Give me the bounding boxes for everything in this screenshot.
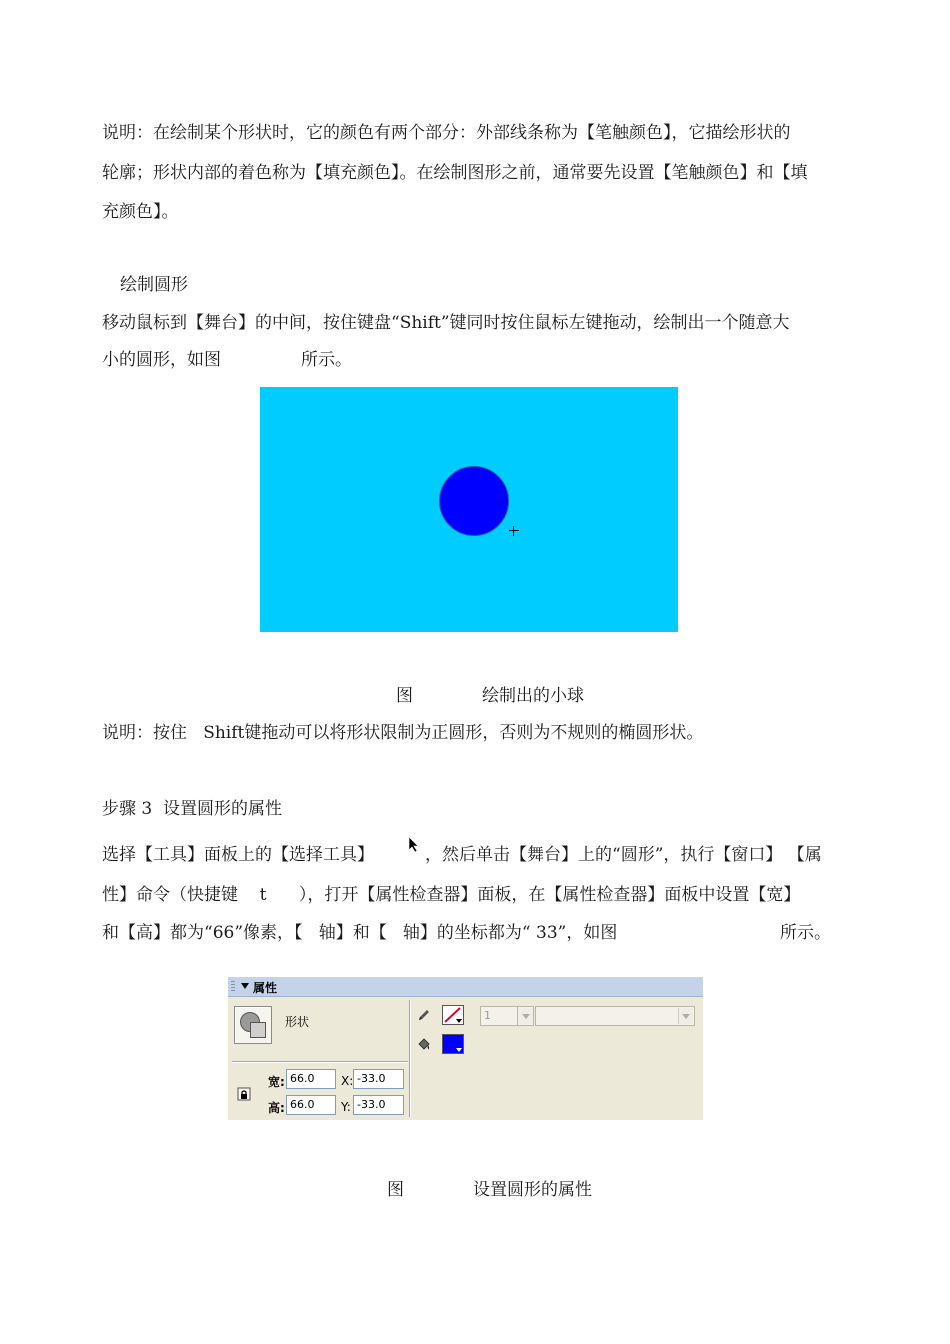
selection-tool-arrow-icon bbox=[407, 836, 421, 854]
step3-heading: 步骤 3 设置圆形的属性 bbox=[102, 799, 283, 819]
width-input[interactable]: 66.0 bbox=[286, 1069, 336, 1089]
stroke-style-combo[interactable] bbox=[535, 1006, 695, 1026]
panel-grip-icon[interactable] bbox=[231, 981, 235, 992]
ball-circle bbox=[439, 466, 509, 536]
stroke-height-combo[interactable] bbox=[480, 1006, 518, 1026]
height-label: 高: bbox=[268, 1101, 285, 1115]
panel-title: 属性 bbox=[253, 981, 278, 995]
panel-header[interactable] bbox=[228, 977, 703, 997]
figure1-caption-prefix: 图 bbox=[396, 686, 413, 706]
shape-type-icon bbox=[234, 1006, 272, 1044]
stroke-height-value: 1 bbox=[484, 1009, 491, 1022]
x-label: X: bbox=[341, 1074, 354, 1088]
figure1-caption-text: 绘制出的小球 bbox=[482, 686, 584, 706]
collapse-triangle-icon[interactable] bbox=[241, 983, 249, 989]
step3-line-1b: ，然后单击【舞台】上的“圆形”，执行【窗口】 【属 bbox=[425, 845, 822, 865]
draw-line-2b: 所示。 bbox=[301, 350, 352, 370]
panel-vertical-divider bbox=[409, 1000, 410, 1117]
step3-line-3a: 和【高】都为“66”像素，【 轴】和【 轴】的坐标都为“ 33”，如图 bbox=[102, 923, 618, 943]
pencil-icon bbox=[417, 1008, 431, 1022]
shape-label: 形状 bbox=[285, 1015, 310, 1029]
stroke-color-swatch[interactable] bbox=[442, 1005, 464, 1025]
properties-panel bbox=[228, 977, 703, 1120]
fill-color-swatch[interactable] bbox=[442, 1034, 464, 1054]
draw-line-2a: 小的圆形，如图 bbox=[102, 350, 221, 370]
shift-note: 说明：按住 Shift键拖动可以将形状限制为正圆形，否则为不规则的椭圆形状。 bbox=[102, 723, 704, 743]
intro-line-2: 轮廓；形状内部的着色称为【填充颜色】。在绘制图形之前，通常要先设置【笔触颜色】和【填 bbox=[102, 163, 808, 183]
height-input[interactable]: 66.0 bbox=[286, 1095, 336, 1115]
step3-line-3b: 所示。 bbox=[780, 923, 831, 943]
y-label: Y: bbox=[341, 1100, 351, 1114]
lock-icon[interactable] bbox=[237, 1087, 251, 1101]
width-label: 宽: bbox=[268, 1075, 285, 1089]
draw-line-1: 移动鼠标到【舞台】的中间，按住键盘“Shift”键同时按住鼠标左键拖动，绘制出一个随意大 bbox=[102, 313, 790, 333]
crosshair-cursor-icon bbox=[509, 526, 519, 536]
figure2-caption-text: 设置圆形的属性 bbox=[473, 1180, 592, 1200]
section-heading-draw-circle: 绘制圆形 bbox=[120, 275, 188, 295]
step3-line-2: 性】命令（快捷键 t ），打开【属性检查器】面板，在【属性检查器】面板中设置【宽】 bbox=[102, 885, 801, 905]
stroke-height-dropdown[interactable] bbox=[518, 1006, 534, 1026]
step3-line-1a: 选择【工具】面板上的【选择工具】 bbox=[102, 845, 374, 865]
intro-line-1: 说明：在绘制某个形状时，它的颜色有两个部分：外部线条称为【笔触颜色】，它描绘形状的 bbox=[102, 123, 791, 143]
figure2-caption-prefix: 图 bbox=[387, 1180, 404, 1200]
y-input[interactable]: -33.0 bbox=[353, 1095, 404, 1115]
x-input[interactable]: -33.0 bbox=[353, 1069, 404, 1089]
stage-figure bbox=[260, 387, 678, 632]
intro-line-3: 充颜色】。 bbox=[102, 202, 179, 222]
panel-horizontal-divider bbox=[232, 1061, 408, 1062]
paint-bucket-icon bbox=[417, 1037, 431, 1051]
